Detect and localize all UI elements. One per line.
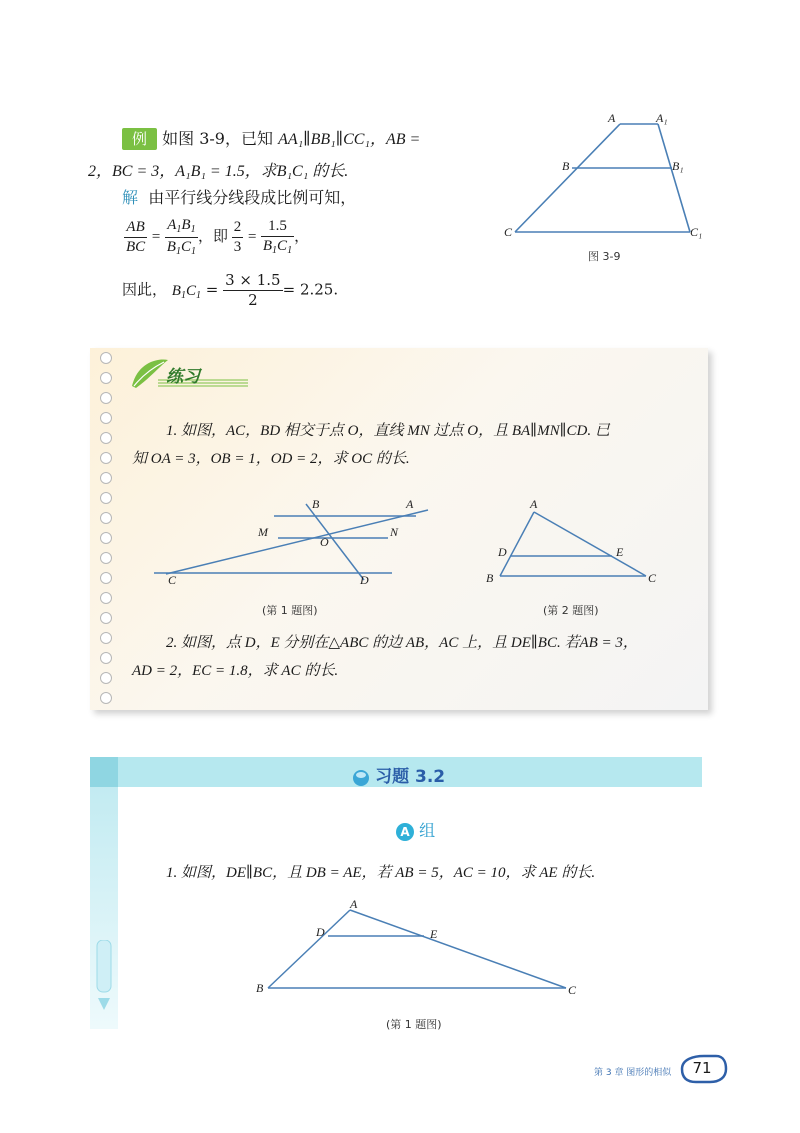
fig39-label-a: A bbox=[608, 111, 616, 125]
practice-figure-2 bbox=[484, 498, 664, 586]
fig39-caption: 图 3-9 bbox=[588, 250, 621, 263]
practice-fig2-caption: (第 2 题图) bbox=[543, 604, 599, 617]
p2-label-a: A bbox=[530, 498, 538, 511]
binder-ring bbox=[100, 592, 112, 604]
solution-tag: 解 bbox=[122, 188, 139, 207]
homework-q1: 1. 如图，DE∥BC，且 DB = AE，若 AB = 5，AC = 10，求 AE 的长. bbox=[166, 865, 596, 881]
binder-ring bbox=[100, 372, 112, 384]
practice-figure-1 bbox=[148, 496, 438, 588]
group-a-label: 组 bbox=[419, 821, 436, 840]
group-a-badge: A bbox=[396, 823, 414, 841]
solution-line bbox=[122, 190, 356, 206]
solution-text: 由平行线分线段成比例可知， bbox=[148, 188, 357, 207]
result-value: = 2.25. bbox=[282, 280, 339, 299]
p2-label-d: D bbox=[498, 545, 507, 559]
binder-ring bbox=[100, 352, 112, 364]
p1-label-d: D bbox=[360, 573, 369, 587]
equation-tail: ， bbox=[294, 228, 310, 245]
fraction-2-3: $\frac{2}{3}$ bbox=[233, 219, 242, 255]
homework-header-tab bbox=[90, 757, 118, 787]
fig39-label-b1: B₁ bbox=[672, 159, 684, 173]
p1-label-n: N bbox=[390, 525, 399, 539]
therefore-word: 因此， bbox=[122, 280, 168, 299]
binder-ring bbox=[100, 452, 112, 464]
practice-q2-line1: 2. 如图，点 D，E 分别在△ABC 的边 AB，AC 上，且 DE∥BC. 若AB = 3， bbox=[166, 635, 638, 651]
fraction-result: $\frac{3 \times 1.5}{2}$ bbox=[225, 271, 281, 309]
binder-ring bbox=[100, 472, 112, 484]
p2-label-b: B bbox=[486, 571, 494, 585]
homework-title: 习题 3.2 bbox=[375, 767, 446, 787]
p1-label-c: C bbox=[168, 573, 177, 587]
practice-q1-line1: 1. 如图，AC，BD 相交于点 O，直线 MN 过点 O，且 BA∥MN∥CD. 已 bbox=[166, 423, 610, 439]
binder-ring bbox=[100, 432, 112, 444]
chapter-label: 第 3 章 图形的相似 bbox=[594, 1068, 672, 1078]
binder-ring bbox=[100, 632, 112, 644]
example-tag: 例 bbox=[122, 128, 157, 150]
hw-label-c: C bbox=[568, 983, 577, 997]
binder-ring bbox=[100, 392, 112, 404]
example-condition: AA₁∥BB₁∥CC₁，AB = bbox=[278, 131, 421, 148]
hw-label-e: E bbox=[430, 927, 438, 941]
example-intro: 如图 3-9，已知 bbox=[162, 129, 273, 148]
binder-ring bbox=[100, 672, 112, 684]
hw-label-b: B bbox=[256, 981, 264, 995]
page-number: 71 bbox=[692, 1059, 712, 1077]
practice-q2-line2: AD = 2，EC = 1.8，求 AC 的长. bbox=[132, 663, 339, 679]
fig39-label-b: B bbox=[562, 159, 570, 173]
binder-ring bbox=[100, 412, 112, 424]
practice-q1-line2: 知 OA = 3，OB = 1，OD = 2，求 OC 的长. bbox=[132, 451, 410, 467]
fraction-a1b1-b1c1: $\frac{A_1B_1}{B_1C_1}$ bbox=[166, 217, 196, 257]
fig39-label-a1: A₁ bbox=[656, 111, 668, 125]
binder-ring bbox=[100, 612, 112, 624]
p1-label-b: B bbox=[312, 497, 320, 511]
example-line-1 bbox=[122, 131, 420, 148]
example-line-2 bbox=[88, 163, 348, 180]
globe-icon bbox=[352, 769, 370, 787]
practice-title: 练习 bbox=[166, 367, 200, 387]
fig39-label-c1: C₁ bbox=[690, 225, 703, 239]
side-arrow-icon bbox=[94, 940, 114, 1012]
homework-figure-1 bbox=[254, 898, 590, 998]
binder-ring bbox=[100, 692, 112, 704]
figure-3-9 bbox=[500, 110, 720, 270]
binder-ring bbox=[100, 492, 112, 504]
result-line: 因此， $B_1C_1$ = $\frac{3 \times 1.5}{2}$ = 2.25. bbox=[122, 271, 339, 309]
practice-fig1-caption: (第 1 题图) bbox=[262, 604, 318, 617]
binder-ring bbox=[100, 552, 112, 564]
group-heading bbox=[396, 818, 435, 841]
fig39-label-c: C bbox=[504, 225, 513, 239]
homework-fig-caption: (第 1 题图) bbox=[386, 1018, 442, 1031]
p1-label-o: O bbox=[320, 535, 329, 549]
hw-label-a: A bbox=[350, 898, 358, 911]
equation-connector: ，即 bbox=[197, 228, 228, 245]
p2-label-e: E bbox=[616, 545, 624, 559]
fraction-15-b1c1: $\frac{1.5}{B_1C_1}$ bbox=[262, 218, 293, 256]
p1-label-m: M bbox=[258, 525, 268, 539]
binder-ring bbox=[100, 532, 112, 544]
binder-ring bbox=[100, 512, 112, 524]
proportion-equation: $\frac{AB}{BC}$ = $\frac{A_1B_1}{B_1C_1}$ ，即 $\frac{2}{3}$ = $\frac{1.5}{B_1C_1}$ ， bbox=[126, 217, 310, 257]
hw-label-d: D bbox=[316, 925, 325, 939]
p2-label-c: C bbox=[648, 571, 657, 585]
example-given: 2，BC = 3，A₁B₁ = 1.5，求B₁C₁ 的长. bbox=[88, 163, 349, 180]
binder-ring bbox=[100, 572, 112, 584]
p1-label-a: A bbox=[406, 497, 414, 511]
binder-ring bbox=[100, 652, 112, 664]
homework-header bbox=[352, 762, 445, 787]
fraction-ab-bc: $\frac{AB}{BC}$ bbox=[126, 219, 146, 255]
